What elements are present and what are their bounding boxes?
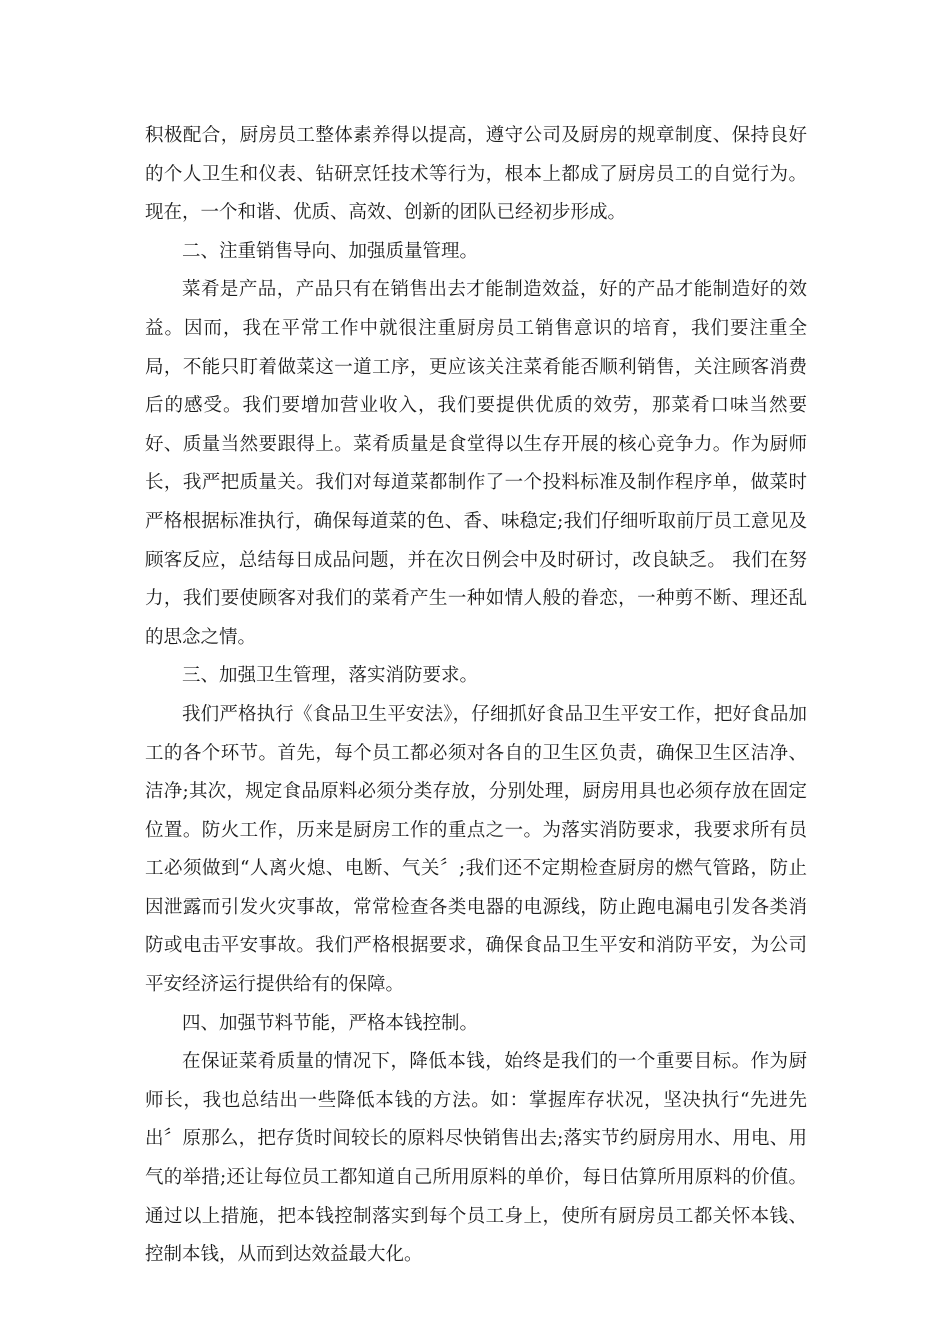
paragraph-cost-control: 在保证菜肴质量的情况下，降低本钱，始终是我们的一个重要目标。作为厨师长，我也总结出一些降低本钱的方法。如：掌握库存状况，坚决执行“先进先出〞原那么，把存货时间较长的原料尽快销售出去;落实节约厨房用水、用电、用气的举措;还让每位员工都知道自己所用原料的单价，每日估算所用原料的价值。通过以上措施，把本钱控制落实到每个员工身上，使所有厨房员工都关怀本钱、控制本钱，从而到达效益最大化。 bbox=[145, 1051, 807, 1266]
section-heading-3: 三、加强卫生管理，落实消防要求。 bbox=[182, 665, 479, 687]
section-heading-4: 四、加强节料节能，严格本钱控制。 bbox=[182, 1012, 479, 1034]
document-body bbox=[145, 117, 807, 1275]
paragraph-continuation: 积极配合，厨房员工整体素养得以提高，遵守公司及厨房的规章制度、保持良好的个人卫生和仪表、钻研烹饪技术等行为，根本上都成了厨房员工的自觉行为。现在，一个和谐、优质、高效、创新的团队已经初步形成。 bbox=[145, 125, 807, 224]
paragraph-hygiene-fire: 我们严格执行《食品卫生平安法》，仔细抓好食品卫生平安工作，把好食品加工的各个环节。首先，每个员工都必须对各自的卫生区负责，确保卫生区洁净、洁净;其次，规定食品原料必须分类存放，分别处理，厨房用具也必须存放在固定位置。防火工作，历来是厨房工作的重点之一。为落实消防要求，我要求所有员工必须做到“人离火熄、电断、气关〞;我们还不定期检查厨房的燃气管路，防止因泄露而引发火灾事故，常常检查各类电器的电源线，防止跑电漏电引发各类消防或电击平安事故。我们严格根据要求，确保食品卫生平安和消防平安，为公司平安经济运行提供给有的保障。 bbox=[145, 703, 807, 996]
paragraph-sales-quality: 菜肴是产品，产品只有在销售出去才能制造效益，好的产品才能制造好的效益。因而，我在平常工作中就很注重厨房员工销售意识的培育，我们要注重全局，不能只盯着做菜这一道工序，更应该关注菜肴能否顺利销售，关注顾客消费后的感受。我们要增加营业收入，我们要提供优质的效劳，那菜肴口味当然要好、质量当然要跟得上。菜肴质量是食堂得以生存开展的核心竞争力。作为厨师长，我严把质量关。我们对每道菜都制作了一个投料标准及制作程序单，做菜时严格根据标准执行，确保每道菜的色、香、味稳定;我们仔细听取前厅员工意见及顾客反应，总结每日成品问题，并在次日例会中及时研讨，改良缺乏。 我们在努力，我们要使顾客对我们的菜肴产生一种如情人般的眷恋，一种剪不断、理还乱的思念之情。 bbox=[145, 279, 807, 648]
section-heading-2: 二、注重销售导向、加强质量管理。 bbox=[182, 240, 479, 262]
